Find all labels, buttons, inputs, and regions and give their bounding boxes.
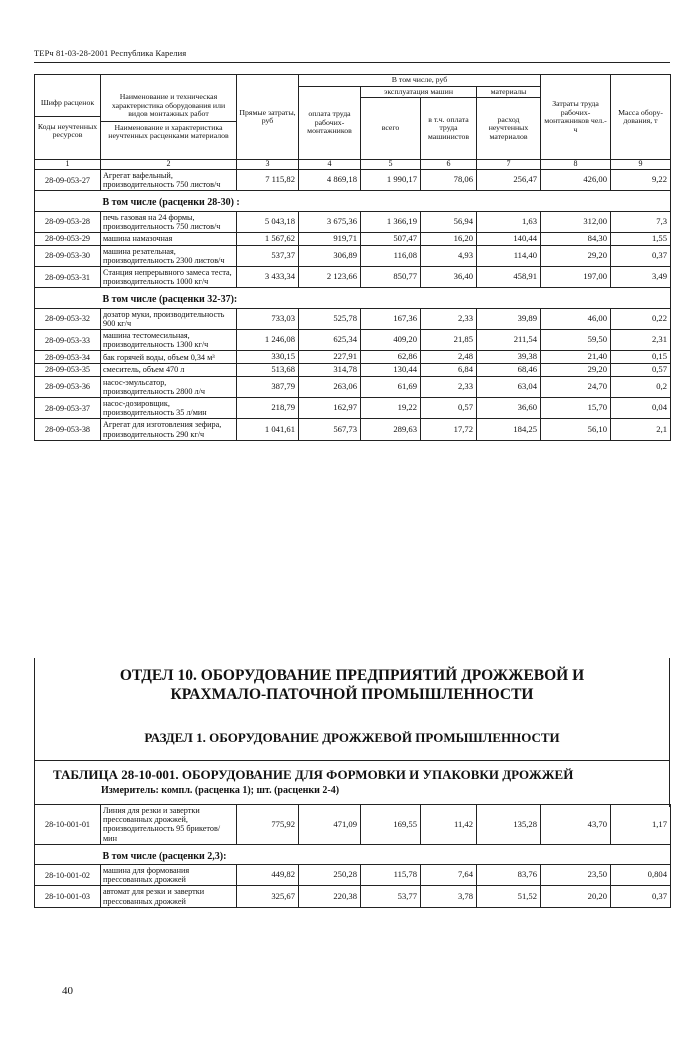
labor-cost: 525,78 <box>299 308 361 329</box>
machine-cost: 61,69 <box>361 376 421 397</box>
machine-cost: 850,77 <box>361 267 421 288</box>
group-row <box>35 288 671 308</box>
col-index: 9 <box>611 160 671 170</box>
table-row <box>35 351 671 364</box>
rate-code: 28-10-001-02 <box>35 864 101 885</box>
machinist-cost: 17,72 <box>421 419 477 440</box>
table-row <box>35 376 671 397</box>
razdel-title: РАЗДЕЛ 1. ОБОРУДОВАНИЕ ДРОЖЖЕВОЙ ПРОМЫШЛЕННОСТИ <box>144 730 560 745</box>
labor-cost: 306,89 <box>299 245 361 266</box>
group-spacer <box>35 844 101 864</box>
direct-cost: 1 041,61 <box>237 419 299 440</box>
group-incl-header: В том числе, руб <box>299 75 541 87</box>
table-row <box>35 419 671 440</box>
rate-code: 28-09-053-32 <box>35 308 101 329</box>
direct-cost: 775,92 <box>237 805 299 845</box>
table-row <box>35 363 671 376</box>
machine-cost: 1 990,17 <box>361 170 421 191</box>
machinist-cost: 21,85 <box>421 329 477 350</box>
material-cost: 1,63 <box>477 211 541 232</box>
labor-cost: 314,78 <box>299 363 361 376</box>
col-index: 8 <box>541 160 611 170</box>
otdel-title: ОТДЕЛ 10. ОБОРУДОВАНИЕ ПРЕДПРИЯТИЙ ДРОЖЖЕВОЙ И КРАХМАЛО-ПАТОЧНОЙ ПРОМЫШЛЕННОСТИ <box>119 667 585 704</box>
machinist-cost: 16,20 <box>421 233 477 246</box>
material-cost: 68,46 <box>477 363 541 376</box>
rate-name: машина для формования прессованных дрожжей <box>101 864 237 885</box>
rate-name: машина тестомесильная, производительность 1300 кг/ч <box>101 329 237 350</box>
equipment-mass: 3,49 <box>611 267 671 288</box>
rate-name: бак горячей воды, объем 0,34 м³ <box>101 351 237 364</box>
material-cost: 140,44 <box>477 233 541 246</box>
col-code-top: Шифр расценок <box>35 93 100 117</box>
machinist-cost: 36,40 <box>421 267 477 288</box>
col-name-bottom: Наименование и характеристика неучтенных расценками материалов <box>108 122 229 141</box>
table-body <box>35 170 671 441</box>
material-cost: 211,54 <box>477 329 541 350</box>
equipment-mass: 9,22 <box>611 170 671 191</box>
material-cost: 135,28 <box>477 805 541 845</box>
group-label: В том числе (расценки 28-30) : <box>101 191 671 211</box>
table-row <box>35 864 671 885</box>
col-hours-header: Затраты труда рабочих-монтажников чел.-ч <box>541 75 611 160</box>
labor-cost: 162,97 <box>299 397 361 418</box>
material-cost: 114,40 <box>477 245 541 266</box>
machine-cost: 289,63 <box>361 419 421 440</box>
machinist-cost: 7,64 <box>421 864 477 885</box>
col-index: 2 <box>101 160 237 170</box>
rate-name: Станция непрерывного замеса теста, производительность 1000 кг/ч <box>101 267 237 288</box>
table-row <box>35 267 671 288</box>
rate-name: смеситель, объем 470 л <box>101 363 237 376</box>
rate-code: 28-09-053-29 <box>35 233 101 246</box>
direct-cost: 325,67 <box>237 886 299 907</box>
labor-hours: 59,50 <box>541 329 611 350</box>
rate-code: 28-10-001-01 <box>35 805 101 845</box>
material-cost: 184,25 <box>477 419 541 440</box>
rate-name: автомат для резки и завертки прессованных дрожжей <box>101 886 237 907</box>
table-row <box>35 329 671 350</box>
col-mass-header: Масса обору-дования, т <box>611 75 671 160</box>
table-head-row <box>35 75 671 87</box>
labor-hours: 15,70 <box>541 397 611 418</box>
page-number: 40 <box>62 985 73 997</box>
col-index: 6 <box>421 160 477 170</box>
direct-cost: 1 567,62 <box>237 233 299 246</box>
labor-hours: 56,10 <box>541 419 611 440</box>
labor-cost: 250,28 <box>299 864 361 885</box>
rate-name: насос-дозировщик, производительность 35 л/мин <box>101 397 237 418</box>
table-row <box>35 245 671 266</box>
table-row <box>35 170 671 191</box>
equipment-mass: 0,37 <box>611 245 671 266</box>
table-row <box>35 886 671 907</box>
machine-cost: 1 366,19 <box>361 211 421 232</box>
machine-cost: 115,78 <box>361 864 421 885</box>
machinist-cost: 3,78 <box>421 886 477 907</box>
group-row <box>35 844 671 864</box>
rate-code: 28-09-053-38 <box>35 419 101 440</box>
labor-hours: 20,20 <box>541 886 611 907</box>
equipment-mass: 1,55 <box>611 233 671 246</box>
col-direct-header: Прямые затраты, руб <box>237 75 299 160</box>
direct-cost: 5 043,18 <box>237 211 299 232</box>
equipment-mass: 7,3 <box>611 211 671 232</box>
labor-hours: 312,00 <box>541 211 611 232</box>
razdel-heading <box>34 718 670 762</box>
labor-cost: 2 123,66 <box>299 267 361 288</box>
labor-hours: 24,70 <box>541 376 611 397</box>
equipment-mass: 0,22 <box>611 308 671 329</box>
equipment-mass: 0,2 <box>611 376 671 397</box>
table-title: ТАБЛИЦА 28-10-001. ОБОРУДОВАНИЕ ДЛЯ ФОРМОВКИ И УПАКОВКИ ДРОЖЖЕЙ <box>53 767 574 782</box>
labor-hours: 43,70 <box>541 805 611 845</box>
machinist-cost: 2,33 <box>421 376 477 397</box>
table-heading <box>34 761 670 807</box>
rate-code: 28-09-053-35 <box>35 363 101 376</box>
col-index: 5 <box>361 160 421 170</box>
material-cost: 39,89 <box>477 308 541 329</box>
rate-code: 28-09-053-36 <box>35 376 101 397</box>
rate-code: 28-09-053-28 <box>35 211 101 232</box>
labor-hours: 46,00 <box>541 308 611 329</box>
direct-cost: 7 115,82 <box>237 170 299 191</box>
group-label: В том числе (расценки 2,3): <box>101 844 671 864</box>
rate-code: 28-09-053-37 <box>35 397 101 418</box>
machine-cost: 169,55 <box>361 805 421 845</box>
direct-cost: 330,15 <box>237 351 299 364</box>
machine-cost: 19,22 <box>361 397 421 418</box>
table-row <box>35 308 671 329</box>
table-row <box>35 233 671 246</box>
rate-code: 28-09-053-34 <box>35 351 101 364</box>
rate-name: дозатор муки, производительность 900 кг/ч <box>101 308 237 329</box>
labor-hours: 84,30 <box>541 233 611 246</box>
machine-cost: 507,47 <box>361 233 421 246</box>
direct-cost: 449,82 <box>237 864 299 885</box>
labor-cost: 471,09 <box>299 805 361 845</box>
machinist-cost: 11,42 <box>421 805 477 845</box>
labor-cost: 625,34 <box>299 329 361 350</box>
document-header: ТЕРч 81-03-28-2001 Республика Карелия <box>34 48 187 58</box>
rates-table <box>34 74 671 441</box>
table-row <box>35 211 671 232</box>
table-unit: Измеритель: компл. (расценка 1); шт. (расценки 2-4) <box>101 785 340 796</box>
direct-cost: 1 246,08 <box>237 329 299 350</box>
labor-cost: 4 869,18 <box>299 170 361 191</box>
machinist-cost: 0,57 <box>421 397 477 418</box>
col-name-top: Наименование и техническая характеристика оборудования или видов монтажных работ <box>101 92 236 122</box>
machinist-cost: 2,48 <box>421 351 477 364</box>
labor-cost: 919,71 <box>299 233 361 246</box>
labor-cost: 263,06 <box>299 376 361 397</box>
rate-name: насос-эмульсатор, производительность 2800 л/ч <box>101 376 237 397</box>
col-index: 1 <box>35 160 101 170</box>
machine-cost: 409,20 <box>361 329 421 350</box>
equipment-mass: 0,04 <box>611 397 671 418</box>
labor-cost: 227,91 <box>299 351 361 364</box>
col-code-header <box>35 75 101 160</box>
equipment-mass: 0,15 <box>611 351 671 364</box>
direct-cost: 733,03 <box>237 308 299 329</box>
rate-code: 28-09-053-31 <box>35 267 101 288</box>
labor-hours: 29,20 <box>541 245 611 266</box>
labor-hours: 29,20 <box>541 363 611 376</box>
column-index-row <box>35 160 671 170</box>
machinist-cost: 2,33 <box>421 308 477 329</box>
equipment-mass: 2,1 <box>611 419 671 440</box>
rate-name: машина резательная, производительность 2300 листов/ч <box>101 245 237 266</box>
material-cost: 458,91 <box>477 267 541 288</box>
col-name-header <box>101 75 237 160</box>
group-spacer <box>35 191 101 211</box>
labor-hours: 21,40 <box>541 351 611 364</box>
machinist-cost: 4,93 <box>421 245 477 266</box>
material-cost: 39,38 <box>477 351 541 364</box>
direct-cost: 387,79 <box>237 376 299 397</box>
equipment-mass: 1,17 <box>611 805 671 845</box>
material-cost: 256,47 <box>477 170 541 191</box>
equipment-mass: 2,31 <box>611 329 671 350</box>
col-index: 4 <box>299 160 361 170</box>
header-rule <box>34 62 670 63</box>
col-index: 7 <box>477 160 541 170</box>
direct-cost: 513,68 <box>237 363 299 376</box>
rate-name: Агрегат для изготовления зефира, производительность 290 кг/ч <box>101 419 237 440</box>
labor-hours: 197,00 <box>541 267 611 288</box>
col-labor-header: оплата труда рабочих-монтажников <box>299 86 361 160</box>
rate-code: 28-09-053-27 <box>35 170 101 191</box>
labor-hours: 426,00 <box>541 170 611 191</box>
rate-code: 28-09-053-33 <box>35 329 101 350</box>
labor-cost: 220,38 <box>299 886 361 907</box>
rate-name: Агрегат вафельный, производительность 750 листов/ч <box>101 170 237 191</box>
col-mach-labor-header: в т.ч. оплата труда машинистов <box>421 98 477 160</box>
rate-code: 28-10-001-03 <box>35 886 101 907</box>
labor-hours: 23,50 <box>541 864 611 885</box>
machinist-cost: 6,84 <box>421 363 477 376</box>
rate-name: Линия для резки и завертки прессованных дрожжей, производительность 95 брикетов/мин <box>101 805 237 845</box>
material-cost: 83,76 <box>477 864 541 885</box>
rate-code: 28-09-053-30 <box>35 245 101 266</box>
direct-cost: 3 433,34 <box>237 267 299 288</box>
machinist-cost: 56,94 <box>421 211 477 232</box>
machine-cost: 53,77 <box>361 886 421 907</box>
table-row <box>35 397 671 418</box>
group-spacer <box>35 288 101 308</box>
machine-cost: 62,86 <box>361 351 421 364</box>
col-mat-header: расход неучтенных материалов <box>477 98 541 160</box>
rate-name: печь газовая на 24 формы, производительность 750 листов/ч <box>101 211 237 232</box>
table-row <box>35 805 671 845</box>
group-machines-header: эксплуатация машин <box>361 86 477 98</box>
equipment-mass: 0,57 <box>611 363 671 376</box>
labor-cost: 567,73 <box>299 419 361 440</box>
group-row <box>35 191 671 211</box>
col-index: 3 <box>237 160 299 170</box>
col-code-bottom: Коды неучтенных ресурсов <box>37 121 98 140</box>
labor-cost: 3 675,36 <box>299 211 361 232</box>
table-body <box>35 805 671 908</box>
machine-cost: 167,36 <box>361 308 421 329</box>
otdel-heading <box>34 658 670 718</box>
material-cost: 63,04 <box>477 376 541 397</box>
material-cost: 36,60 <box>477 397 541 418</box>
machine-cost: 130,44 <box>361 363 421 376</box>
equipment-mass: 0,804 <box>611 864 671 885</box>
rates-table-2 <box>34 804 671 908</box>
equipment-mass: 0,37 <box>611 886 671 907</box>
material-cost: 51,52 <box>477 886 541 907</box>
group-label: В том числе (расценки 32-37): <box>101 288 671 308</box>
machinist-cost: 78,06 <box>421 170 477 191</box>
col-mach-header: всего <box>361 98 421 160</box>
machine-cost: 116,08 <box>361 245 421 266</box>
direct-cost: 218,79 <box>237 397 299 418</box>
group-materials-header: материалы <box>477 86 541 98</box>
rate-name: машина намазочная <box>101 233 237 246</box>
direct-cost: 537,37 <box>237 245 299 266</box>
